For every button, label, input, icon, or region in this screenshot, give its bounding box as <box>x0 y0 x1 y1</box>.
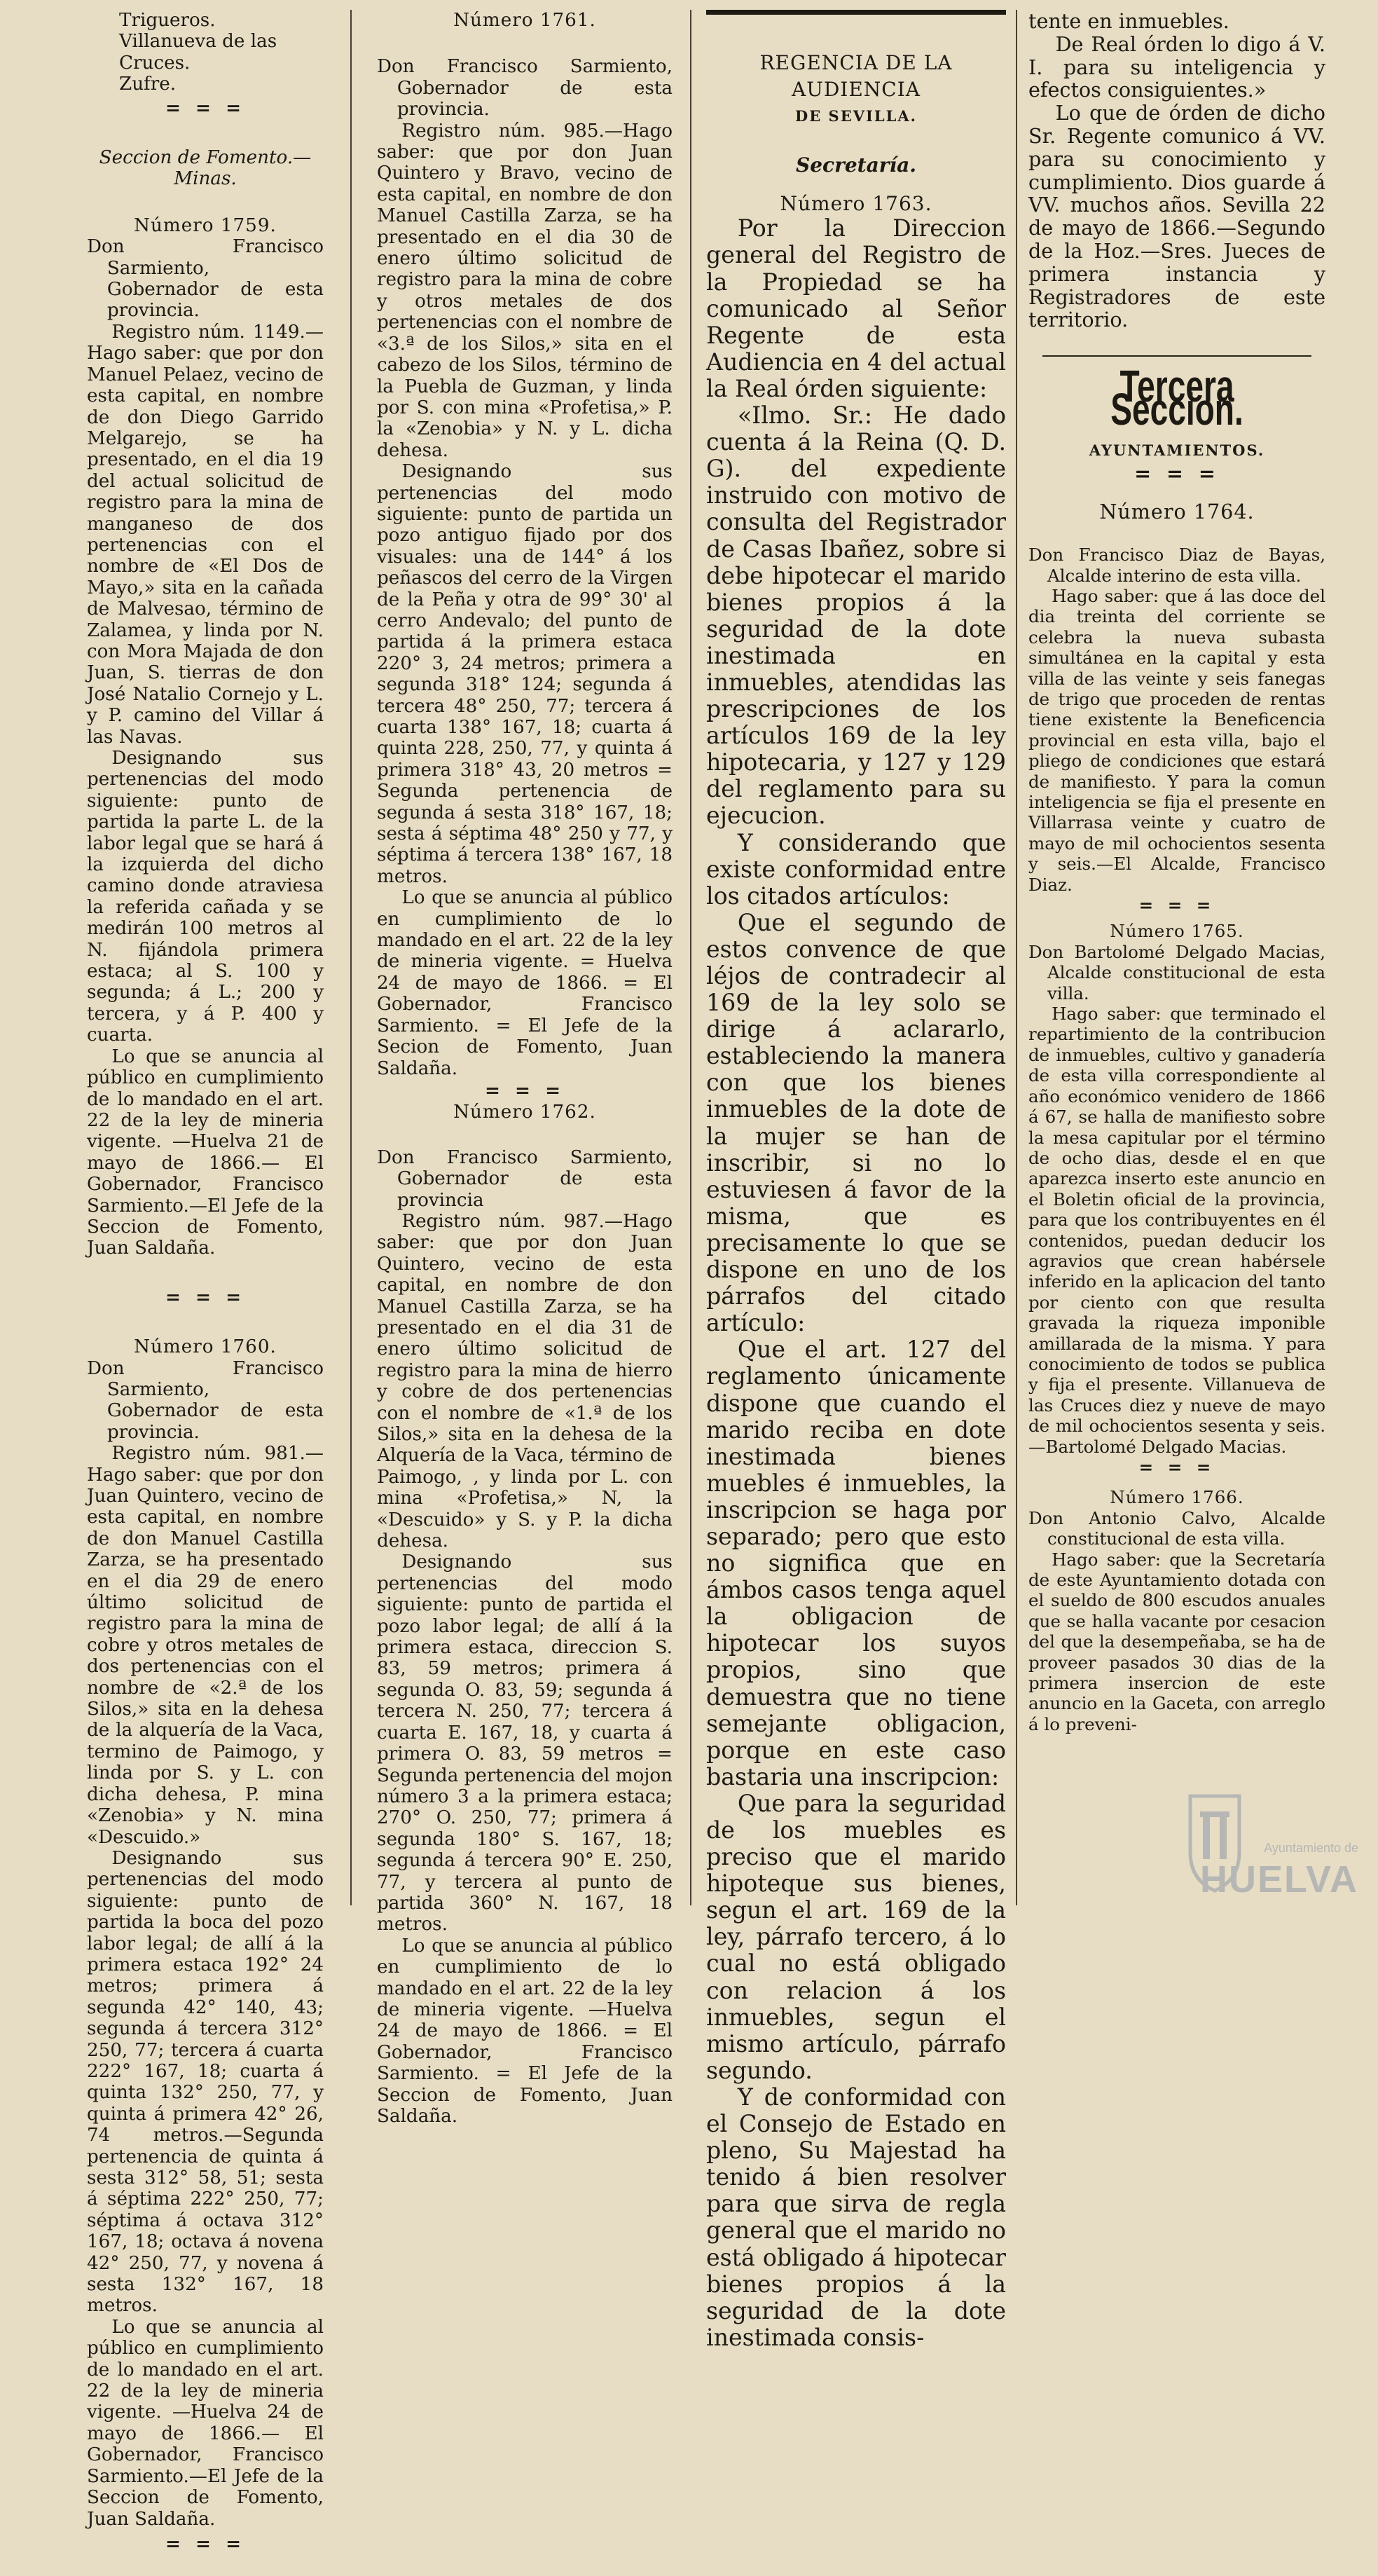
separator: = = = <box>165 97 246 119</box>
notice-1762-designation: Designando sus pertenencias del modo siguiente: punto de partida el pozo labor legal; de allí á la primera estaca, direccion S. 83, 59 metros; primera á segunda O. 83, 59; segunda á tercera N. 250, 77; tercera á cuarta E. 167, 18, y cuarta á primera O. 83, 59 metros = Segunda pertenencia del mojon número 3 a la primera estaca; 270° O. 250, 77; primera á segunda 180° S. 167, 18; segunda á tercera 90° E. 250, 77, y tercera al punto de partida 360° N. 167, 18 metros. <box>377 1551 673 1936</box>
notice-1764-issuer: Don Francisco Diaz de Bayas, Alcalde interino de esta villa. <box>1028 544 1325 586</box>
notice-1761-body: Registro núm. 985.—Hago saber: que por don Juan Quintero y Bravo, vecino de esta capital, en nombre de don Manuel Castilla Zarza, se ha presentado en el dia 30 de enero último solicitud de registro para la mina de cobre y otros metales de dos pertenencias con el nombre de «3.ª de los Silos,» sita en el cabezo de los Silos, término de la Puebla de Guzman, y linda por S. con mina «Profetisa,» P. la «Zenobia» y N. y L. dicha dehesa. <box>377 120 673 461</box>
column-rule-3 <box>1016 10 1017 1905</box>
notice-number-1766: Número 1766. <box>1110 1487 1244 1508</box>
notice-1763-intro: Por la Direccion general del Registro de la Propiedad se ha comunicado al Señor Regente de esta Audiencia en 4 del actual la Real órden siguiente: <box>706 214 1006 402</box>
column-3 <box>706 10 1006 2351</box>
notice-1762-issuer: Don Francisco Sarmiento, Gobernador de esta provincia <box>377 1146 673 1211</box>
notice-1759-designation: Designando sus pertenencias del modo siguiente: punto de partida la parte L. de la labor legal que se hará á la izquierda del dicho camino donde atraviesa la referida cañada y se medirán 100 metros al N. fijándola primera estaca; al S. 100 y segunda; á L.; 200 y tercera, y á P. 400 y cuarta. <box>87 748 324 1046</box>
notice-1760-body: Registro núm. 981.—Hago saber: que por don Juan Quintero, vecino de esta capital, en nombre de don Manuel Castilla Zarza, se ha presentado en el dia 29 de enero último solicitud de registro para la mina de cobre y otros metales de dos pertenencias con el nombre de «2.ª de los Silos,» sita en la dehesa de la alquería de la Vaca, termino de Paimogo, y linda por S. y L. con dicha dehesa, P. mina «Zenobia» y N. mina «Descuido.» <box>87 1443 324 1848</box>
notice-1763-royal-order: «Ilmo. Sr.: He dado cuenta á la Reina (Q. D. G). del expediente instruido con motivo de consulta del Registrador de Casas Ibañez, sobre si debe hipotecar el marido bienes propios á la seguridad de la dote inestimada en inmuebles, atendidas las prescripciones de los artículos 169 de la ley hipotecaria, y 127 y 129 del reglamento para su ejecucion. <box>706 402 1006 830</box>
notice-1763-signature: Lo que de órden de dicho Sr. Regente comunico á VV. para su conocimiento y cumplimiento. Dios guarde á VV. muchos años. Sevilla 22 de mayo de 1866.—Segundo de la Hoz.—Sres. Jueces de primera instancia y Registradores de este territorio. <box>1028 101 1325 332</box>
notice-1763-point-1: Que el segundo de estos convence de que léjos de contradecir al 169 de la ley solo se dirige á aclararlo, estableciendo la manera con que los bienes inmuebles de la dote de la mujer se han de inscribir, si no lo estuviesen á favor de la misma, que es precisamente lo que se dispone en uno de los párrafos del citado artículo: <box>706 908 1006 1337</box>
heading-rule <box>706 10 1006 15</box>
notice-1763-considerando: Y considerando que existe conformidad entre los citados artículos: <box>706 828 1006 910</box>
notice-1759-body: Registro núm. 1149.—Hago saber: que por don Manuel Pelaez, vecino de esta capital, en nombre de don Diego Garrido Melgarejo, se ha presentado, en el dia 19 del actual solicitud de registro para la mina de manganeso de dos pertenencias con el nombre de «El Dos de Mayo,» sita en la cañada de Malvesao, término de Zalamea, y linda por N. con Mora Majada de don Juan, S. tierras de don José Natalio Cornejo y L. y P. camino del Villar á las Navas. <box>87 321 324 748</box>
separator: = = = <box>1138 895 1215 916</box>
notice-number-1761: Número 1761. <box>453 10 596 31</box>
notice-1763-point-3: Que para la seguridad de los muebles es preciso que el marido hipoteque sus bienes, segun el art. 169 de la ley, párrafo tercero, á lo cual no está obligado con relacion á los inmuebles, segun el mismo artículo, párrafo segundo. <box>706 1789 1006 2084</box>
notice-1760-closing: Lo que se anuncia al público en cumplimiento de lo mandado en el art. 22 de la ley de mineria vigente. —Huelva 24 de mayo de 1866.— El Gobernador, Francisco Sarmiento.—El Jefe de la Seccion de Fomento, Juan Saldaña. <box>87 2316 324 2530</box>
column-1 <box>87 10 324 2576</box>
column-rule-1 <box>350 10 352 1905</box>
notice-1764-body: Hago saber: que á las doce del dia treinta del corriente se celebra la nueva subasta simultánea en la capital y esta villa de las veinte y seis fanegas de trigo que proceden de rentas tiene existente la Beneficencia provincial en esta villa, bajo el pliego de condiciones que estará de manifiesto. Y para la comun inteligencia se fija el presente en Villarrasa veinte y cuatro de mayo de mil ochocientos sesenta y seis.—El Alcalde, Francisco Diaz. <box>1028 585 1325 895</box>
town-zufre: Zufre. <box>119 74 177 95</box>
notice-1765-body: Hago saber: que terminado el repartimiento de la contribucion de inmuebles, cultivo y ganadería de esta villa correspondiente al año económico venidero de 1866 á 67, se halla de manifiesto sobre la mesa capitular por el término de ocho dias, desde el en que aparezca inserto este anuncio en el Boletin oficial de la provincia, para que los contribuyentes en él contenidos, puedan deducir los agravios que crean habérsele inferido en la aplicacion del tanto por ciento con que resulta gravada la riqueza imponible amillarada de la misma. Y para conocimiento de todos se publica y fija el presente. Villanueva de las Cruces diez y nueve de mayo de mil ochocientos sesenta y seis.—Bartolomé Delgado Macias. <box>1028 1003 1325 1457</box>
notice-number-1759: Número 1759. <box>134 214 277 236</box>
section-heading-secretaria: Secretaría. <box>795 153 916 177</box>
notice-number-1763: Número 1763. <box>780 192 932 216</box>
watermark-line-1: Ayuntamiento de <box>1264 1841 1358 1855</box>
notice-1762-body: Registro núm. 987.—Hago saber: que por don Juan Quintero, vecino de esta capital, en nombre de don Manuel Castilla Zarza, se ha presentado en el dia 31 de enero último solicitud de registro para la mina de hierro y cobre de dos pertenencias con el nombre de «1.ª de los Silos,» sita en la dehesa de la Alquería de la Vaca, término de Paimogo, , y linda por L. con mina «Profetisa,» N, la «Descuido» y S. y P. la dicha dehesa. <box>377 1210 673 1552</box>
separator: = = = <box>1134 461 1220 486</box>
notice-1766-body: Hago saber: que la Secretaría de este Ayuntamiento dotada con el sueldo de 800 escudos anuales que se halla vacante por cesacion del que la desempeñaba, se ha de proveer pasados 30 dias de la primera insercion de este anuncio en la Gaceta, con arreglo á lo preveni- <box>1028 1549 1325 1734</box>
town-villanueva: Villanueva de las Cruces. <box>119 31 277 74</box>
notice-1763-point-2: Que el art. 127 del reglamento únicamente dispone que cuando el marido reciba en dote inestimada bienes muebles é inmuebles, la inscripcion se haga por separado; pero que esto no significa que en ámbos casos tenga aquel la obligacion de hipotecar los suyos propios, sino que demuestra que no tiene semejante obligacion, porque en este caso bastaria una inscripcion: <box>706 1336 1006 1790</box>
section-heading-fomento: Seccion de Fomento.—Minas. <box>99 147 312 190</box>
separator: = = = <box>165 1286 246 1308</box>
archive-watermark <box>1183 1789 1358 1901</box>
watermark-line-2: HUELVA <box>1200 1858 1358 1900</box>
separator: = = = <box>165 2533 246 2555</box>
notice-1760-issuer: Don Francisco Sarmiento, Gobernador de esta provincia. <box>87 1357 324 1443</box>
column-rule-2 <box>690 10 691 1905</box>
section-subheading-ayuntamientos: AYUNTAMIENTOS. <box>1089 441 1265 459</box>
notice-1760-designation: Designando sus pertenencias del modo siguiente: punto de partida la boca del pozo labor legal; de allí á la primera estaca 192° 24 metros; primera á segunda 42° 140, 43; segunda á tercera 312° 250, 77; tercera á cuarta 222° 167, 18; cuarta á quinta 132° 250, 77, y quinta á primera 42° 26, 74 metros.—Segunda pertenencia de quinta á sesta 312° 58, 51; sesta á séptima 222° 250, 77; séptima á octava 312° 167, 18; octava á novena 42° 250, 77, y novena á sesta 132° 167, 18 metros. <box>87 1847 324 2317</box>
column-4 <box>1028 10 1325 1734</box>
ayuntamiento-notices <box>1028 544 1325 1734</box>
town-trigueros: Trigueros. <box>119 10 216 31</box>
notice-number-1760: Número 1760. <box>134 1336 277 1358</box>
notice-number-1764: Número 1764. <box>1099 500 1255 524</box>
notice-1763-royal-order-close: De Real órden lo digo á V. I. para su inteligencia y efectos consiguientes.» <box>1028 32 1325 102</box>
notice-1763-resolution: Y de conformidad con el Consejo de Estado en pleno, Su Majestad ha tenido á bien resolver para que sirva de regla general que el marido no está obligado á hipotecar bienes propios á la seguridad de la dote inestimada consis- <box>706 2083 1006 2351</box>
section-rule <box>1042 355 1311 357</box>
notice-number-1765: Número 1765. <box>1110 921 1244 942</box>
notice-1762-closing: Lo que se anuncia al público en cumplimiento de lo mandado en el art. 22 de la ley de mineria vigente. —Huelva 24 de mayo de 1866. = El Gobernador, Francisco Sarmiento. = El Jefe de la Seccion de Fomento, Juan Saldaña. <box>377 1935 673 2127</box>
notice-1759-closing: Lo que se anuncia al público en cumplimiento de lo mandado en el art. 22 de la ley de mineria vigente. —Huelva 21 de mayo de 1866.— El Gobernador, Francisco Sarmiento.—El Jefe de la Seccion de Fomento, Juan Saldaña. <box>87 1046 324 1259</box>
section-subheading-sevilla: DE SEVILLA. <box>795 107 917 125</box>
notice-1765-issuer: Don Bartolomé Delgado Macias, Alcalde constitucional de esta villa. <box>1028 941 1325 1003</box>
notice-1761-issuer: Don Francisco Sarmiento, Gobernador de esta provincia. <box>377 56 673 121</box>
notice-1761-closing: Lo que se anuncia al público en cumplimiento de lo mandado en el art. 22 de la ley de mineria vigente. = Huelva 24 de mayo de 1866. = El Gobernador, Francisco Sarmiento. = El Jefe de la Secion de Fomento, Juan Saldaña. <box>377 887 673 1079</box>
separator: = = = <box>484 1079 565 1102</box>
column-2 <box>377 10 673 2127</box>
section-heading-regencia: REGENCIA DE LA AUDIENCIA <box>759 51 953 102</box>
notice-1766-issuer: Don Antonio Calvo, Alcalde constitucional de esta villa. <box>1028 1507 1325 1549</box>
notice-number-1762: Número 1762. <box>453 1102 596 1123</box>
notice-1759-issuer: Don Francisco Sarmiento, Gobernador de esta provincia. <box>87 236 324 322</box>
notice-1763-continuation: tente en inmuebles. <box>1028 9 1229 33</box>
notice-1761-designation: Designando sus pertenencias del modo siguiente: punto de partida un pozo antiguo fijado por dos visuales: una de 144° á los peñascos del cerro de la Virgen de la Peña y otra de 99° 30' al cerro Andevalo; del punto de partida á la primera estaca 220° 3, 24 metros; primera a segunda 318° 124; segunda á tercera 48° 250, 77; tercera á cuarta 138° 167, 18; cuarta á quinta 228, 250, 77, y quinta á primera 318° 43, 20 metros = Segunda pertenencia de segunda á sesta 318° 167, 18; sesta á séptima 48° 250 y 77, y séptima á tercera 138° 167, 18 metros. <box>377 461 673 887</box>
separator: = = = <box>1138 1457 1215 1478</box>
section-heading-tercera: Tercera Seccion. <box>1110 361 1243 434</box>
